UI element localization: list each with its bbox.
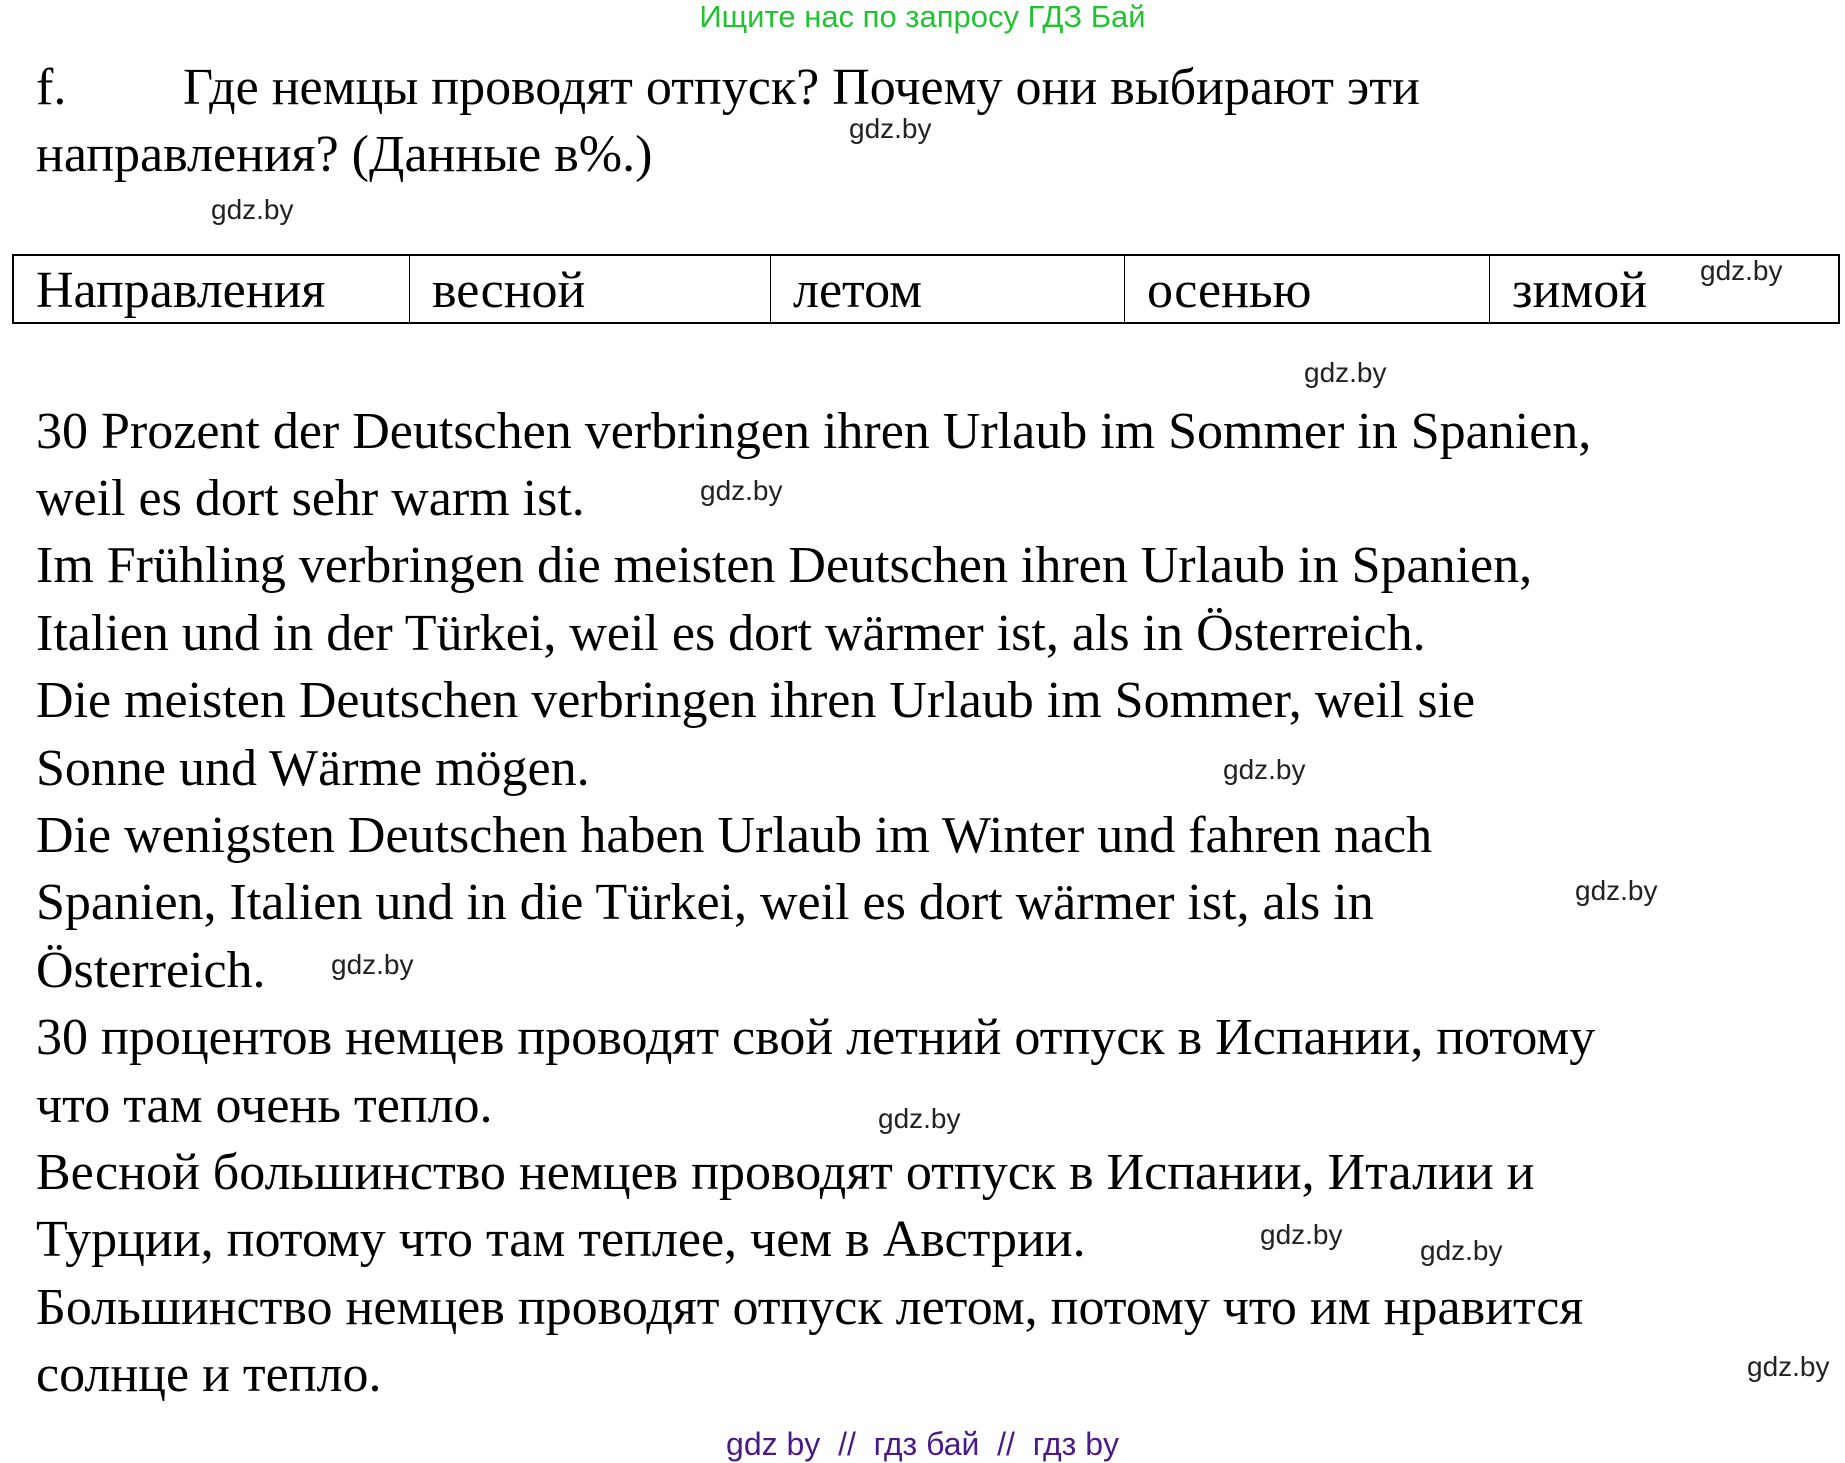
watermark: gdz.by [1260,1219,1343,1250]
task-question-line-2: направления? (Данные в%.) [36,126,653,183]
answer-line: 30 Prozent der Deutschen verbringen ihren Urlaub im Sommer in Spanien, [36,402,1592,460]
watermark: gdz.by [700,475,783,506]
answer-line: Österreich. [36,941,266,999]
answer-line: Весной большинство немцев проводят отпуск в Испании, Италии и [36,1143,1535,1201]
table-header-row [13,255,1839,323]
watermark: gdz.by [1420,1235,1503,1266]
watermark: gdz.by [878,1103,961,1134]
answer-line: Die wenigsten Deutschen haben Urlaub im Winter und fahren nach [36,806,1433,864]
table-header-cell: весной [410,255,771,323]
watermark: gdz.by [1575,875,1658,906]
answer-line: Italien und in der Türkei, weil es dort wärmer ist, als in Österreich. [36,604,1426,662]
task-label: f. [36,59,67,116]
table-header-cell: зимой [1490,255,1840,323]
watermark: gdz.by [1747,1351,1830,1382]
answer-line: Большинство немцев проводят отпуск летом, потому что им нравится [36,1278,1584,1336]
watermark: gdz.by [1700,255,1783,286]
answer-line: Im Frühling verbringen die meisten Deutschen ihren Urlaub in Spanien, [36,537,1533,595]
answer-line: 30 процентов немцев проводят свой летний отпуск в Испании, потому [36,1009,1596,1067]
table-header-cell: летом [771,255,1125,323]
watermark: gdz.by [1304,357,1387,388]
seasons-table [12,254,1840,324]
footer-links: gdz by // гдз бай // гдз by [726,1426,1119,1462]
table-header-cell: Направления [13,255,410,323]
answer-line: Die meisten Deutschen verbringen ihren Urlaub im Sommer, weil sie [36,672,1476,730]
answer-line: Spanien, Italien und in die Türkei, weil es dort wärmer ist, als in [36,874,1374,932]
watermark: gdz.by [849,113,932,144]
task-question-line-1: Где немцы проводят отпуск? Почему они выбирают эти [183,59,1420,116]
answer-line: что там очень тепло. [36,1076,493,1134]
answer-line: солнце и тепло. [36,1346,382,1404]
watermark: gdz.by [211,194,294,225]
search-banner: Ищите нас по запросу ГДЗ Бай [699,0,1146,34]
answer-line: weil es dort sehr warm ist. [36,469,585,527]
answer-line: Sonne und Wärme mögen. [36,739,590,797]
table-header-cell: осенью [1125,255,1490,323]
watermark: gdz.by [331,949,414,980]
answer-line: Турции, потому что там теплее, чем в Австрии. [36,1211,1086,1269]
watermark: gdz.by [1223,754,1306,785]
